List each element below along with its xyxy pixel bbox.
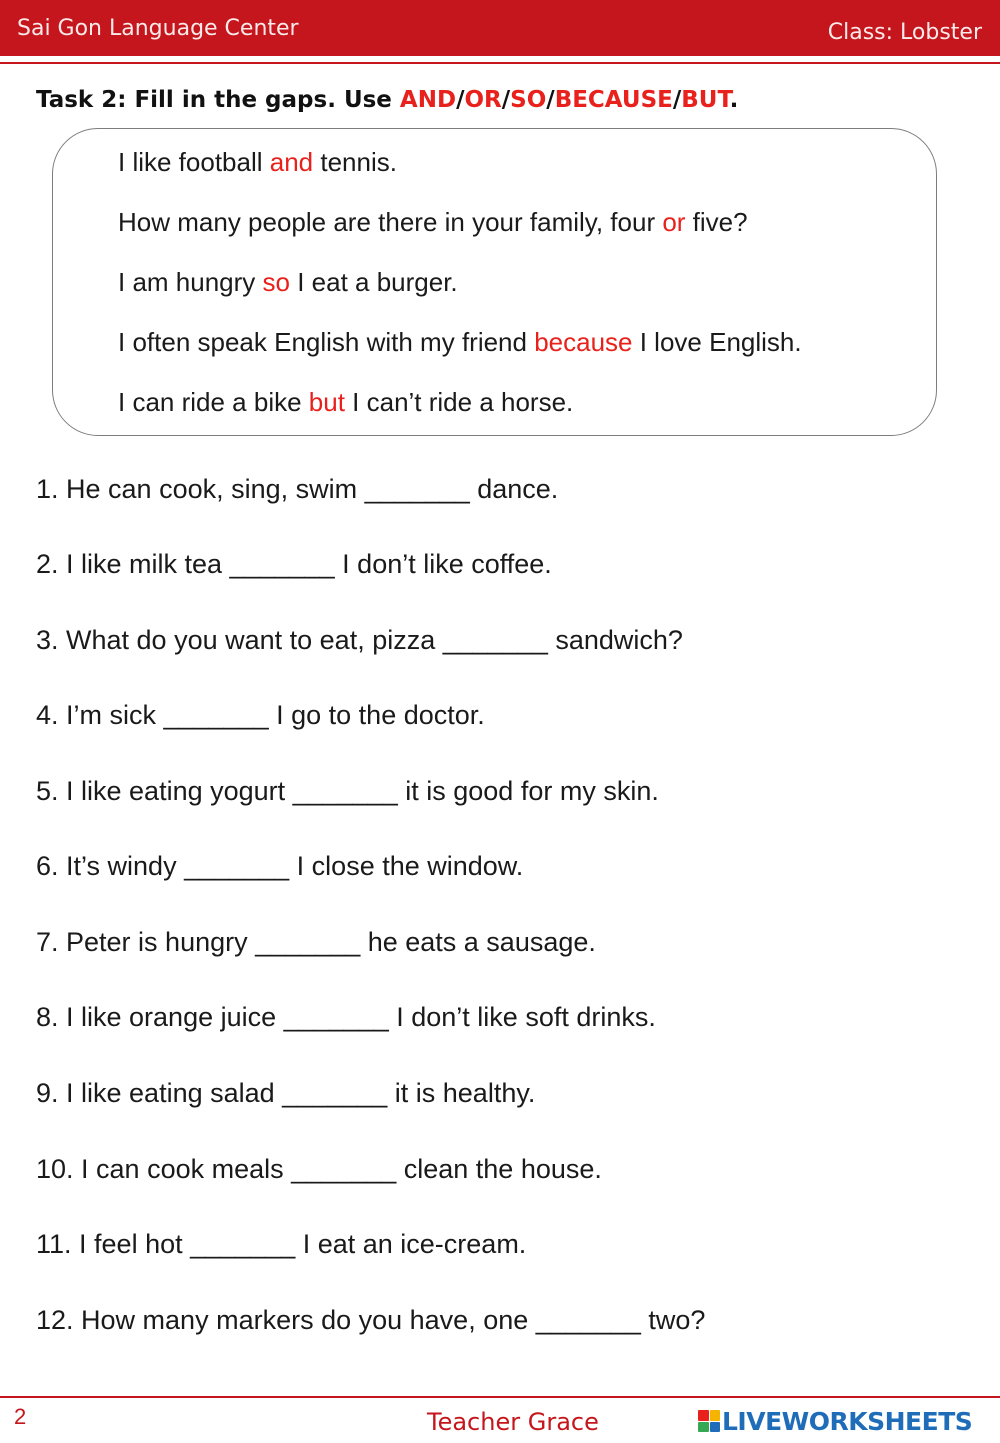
task-title	[36, 87, 738, 113]
center-name: Sai Gon Language Center	[17, 16, 299, 41]
task-title-end: .	[729, 87, 739, 113]
teacher-name: Teacher Grace	[427, 1408, 599, 1436]
task-title-prefix: Task 2: Fill in the gaps. Use	[36, 87, 400, 113]
question-6: 6. It’s windy _______ I close the window.	[36, 851, 524, 881]
example-line	[118, 327, 802, 358]
question-3: 3. What do you want to eat, pizza _______ sandwich?	[36, 625, 683, 655]
page-number: 2	[14, 1404, 27, 1429]
liveworksheets-logo	[698, 1405, 972, 1437]
question-10: 10. I can cook meals _______ clean the house.	[36, 1154, 602, 1184]
example-text: I love English.	[632, 327, 802, 357]
example-text: I can ride a bike	[118, 387, 309, 417]
example-text: I often speak English with my friend	[118, 327, 535, 357]
task-separator: /	[456, 87, 465, 113]
question-5: 5. I like eating yogurt _______ it is good for my skin.	[36, 776, 659, 806]
task-word-or: OR	[464, 87, 502, 113]
task-separator: /	[672, 87, 682, 113]
liveworksheets-logo-icon	[698, 1410, 720, 1432]
question-12: 12. How many markers do you have, one _______ two?	[36, 1305, 706, 1335]
example-text: I eat a burger.	[289, 267, 458, 297]
question-1: 1. He can cook, sing, swim _______ dance.	[36, 474, 559, 504]
header-divider	[0, 62, 1000, 64]
question-2: 2. I like milk tea _______ I don’t like coffee.	[36, 549, 552, 579]
task-word-but: BUT	[681, 87, 730, 113]
task-word-and: AND	[399, 87, 457, 113]
question-8: 8. I like orange juice _______ I don’t like soft drinks.	[36, 1002, 656, 1032]
example-line	[118, 207, 748, 238]
header-bar	[0, 0, 1000, 56]
footer-divider	[0, 1396, 1000, 1398]
example-text: I can’t ride a horse.	[344, 387, 574, 417]
question-7: 7. Peter is hungry _______ he eats a sausage.	[36, 927, 596, 957]
example-text: I like football	[118, 147, 270, 177]
question-11: 11. I feel hot _______ I eat an ice-cream.	[36, 1229, 527, 1259]
logo-text: LIVEWORKSHEETS	[722, 1406, 973, 1436]
example-line	[118, 147, 397, 178]
example-text: How many people are there in your family, four	[118, 207, 663, 237]
example-text: five?	[685, 207, 748, 237]
example-conjunction: and	[269, 147, 314, 177]
question-9: 9. I like eating salad _______ it is healthy.	[36, 1078, 536, 1108]
example-conjunction: but	[308, 387, 345, 417]
question-4: 4. I’m sick _______ I go to the doctor.	[36, 700, 485, 730]
example-conjunction: or	[662, 207, 686, 237]
example-text: tennis.	[313, 147, 397, 177]
example-text: I am hungry	[118, 267, 263, 297]
class-label: Class: Lobster	[827, 20, 982, 45]
task-separator: /	[501, 87, 511, 113]
task-word-because: BECAUSE	[554, 87, 673, 113]
task-word-so: SO	[510, 87, 547, 113]
example-conjunction: because	[534, 327, 633, 357]
example-line	[118, 267, 458, 298]
example-conjunction: so	[262, 267, 290, 297]
task-separator: /	[546, 87, 555, 113]
example-line	[118, 387, 573, 418]
